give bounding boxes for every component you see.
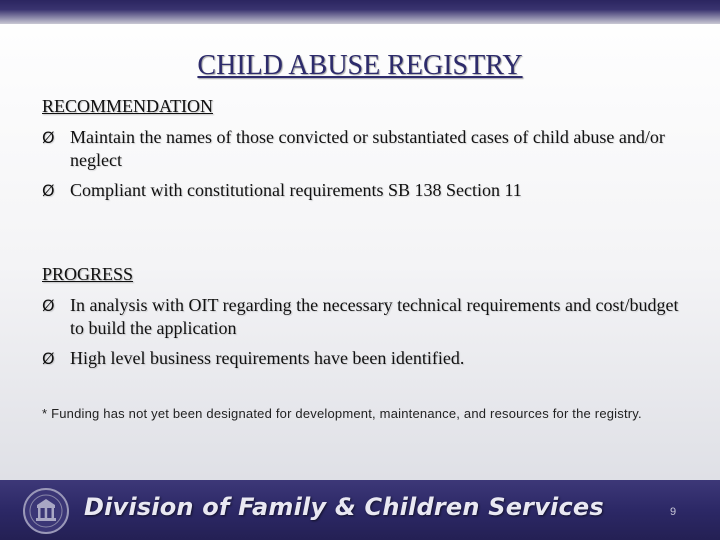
bullet-text: Maintain the names of those convicted or substantiated cases of child abuse and/or neglect	[70, 127, 665, 170]
bullet-text: In analysis with OIT regarding the necessary technical requirements and cost/budget to build the application	[70, 295, 679, 338]
progress-bullet-2	[42, 347, 682, 370]
bullet-text: Compliant with constitutional requirements SB 138 Section 11	[70, 180, 522, 200]
arrow-bullet-icon: Ø	[42, 349, 55, 368]
organization-name: Division of Family & Children Services	[84, 493, 604, 521]
page-number: 9	[669, 506, 677, 518]
slide-title: CHILD ABUSE REGISTRY	[197, 50, 523, 81]
recommendation-bullet-2	[42, 179, 682, 202]
arrow-bullet-icon: Ø	[42, 181, 55, 200]
recommendation-heading: RECOMMENDATION	[42, 96, 213, 116]
bullet-text: High level business requirements have been identified.	[70, 348, 465, 368]
recommendation-bullet-1	[42, 126, 682, 172]
arrow-bullet-icon: Ø	[42, 296, 55, 315]
progress-bullet-1	[42, 294, 682, 340]
state-seal-icon	[22, 487, 70, 535]
arrow-bullet-icon: Ø	[42, 128, 55, 147]
funding-footnote: * Funding has not yet been designated for development, maintenance, and resources for the registry.	[42, 406, 642, 421]
top-banner	[0, 0, 720, 24]
progress-heading: PROGRESS	[42, 264, 134, 284]
